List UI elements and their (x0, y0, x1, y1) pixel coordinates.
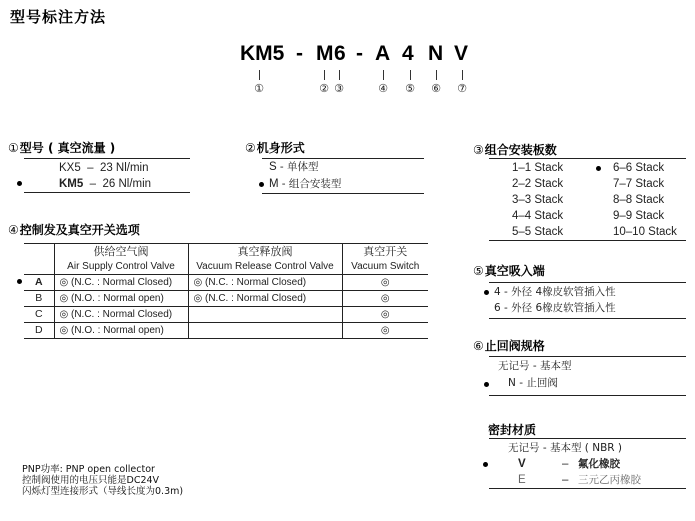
stack-option: 1–1 Stack (512, 162, 564, 174)
marker-2: ② (319, 82, 329, 95)
leader-line (436, 70, 437, 80)
vacuum-switch-cell: ◎ (342, 291, 428, 307)
vacuum-switch-cell: ◎ (342, 307, 428, 323)
leader-line (324, 70, 325, 80)
option-label: B (24, 291, 54, 307)
divider (489, 318, 686, 319)
vacuum-release-cell: ◎ (N.C. : Normal Closed) (188, 275, 342, 291)
section-title: ③组合安装板数 (473, 143, 557, 157)
section-title: 密封材质 (488, 423, 537, 437)
air-supply-cell: ◎ (N.O. : Normal open) (54, 291, 188, 307)
code-dash: - (296, 42, 303, 65)
marker-5: ⑤ (405, 82, 415, 95)
note: PNP功率: PNP open collector (22, 464, 155, 475)
stack-option: 4–4 Stack (512, 210, 564, 222)
divider (489, 395, 686, 396)
air-supply-cell: ◎ (N.C. : Normal Closed) (54, 275, 188, 291)
marker-6: ⑥ (431, 82, 441, 95)
option-row-selected: V (518, 458, 526, 470)
section-title: ②机身形式 (245, 141, 305, 155)
selected-bullet-icon (17, 181, 22, 186)
section-title: ①型号 ( 真空流量 ) (8, 141, 116, 155)
stack-option: 9–9 Stack (613, 210, 665, 222)
option-row: S - 单体型 (269, 161, 319, 173)
marker-7: ⑦ (457, 82, 467, 95)
stack-option-selected: 6–6 Stack (613, 162, 665, 174)
option-row: KX5 – 23 Nl/min (59, 162, 149, 174)
divider (489, 488, 686, 489)
option-row-selected: 4 - 外径 4橡皮软管插入性 (494, 286, 616, 298)
note: 控制阀使用的电压只能是DC24V (22, 475, 160, 486)
option-dash: – (562, 474, 569, 486)
leader-line (339, 70, 340, 80)
vacuum-switch-cell: ◎ (342, 323, 428, 339)
note: 闪烁灯型连接形式（导线长度为0.3m) (22, 486, 184, 497)
section-title: ⑤真空吸入端 (473, 264, 545, 278)
selected-bullet-icon (259, 182, 264, 187)
stack-option: 2–2 Stack (512, 178, 564, 190)
selected-bullet-icon (596, 166, 601, 171)
option-dash: – (562, 458, 569, 470)
divider (489, 240, 686, 241)
code-dash: - (356, 42, 363, 65)
selected-bullet-icon (484, 382, 489, 387)
code-port: 4 (402, 42, 414, 65)
code-stack: 6 (334, 42, 346, 65)
option-row: 6 - 外径 6橡皮软管插入性 (494, 302, 616, 314)
option-desc: 三元乙丙橡胶 (578, 474, 641, 486)
marker-4: ④ (378, 82, 388, 95)
divider (489, 356, 686, 357)
option-row-selected: KM5 – 26 Nl/min (59, 178, 152, 190)
divider (489, 282, 686, 283)
code-seal: V (454, 42, 469, 65)
code-option: A (375, 42, 391, 65)
stack-option: 3–3 Stack (512, 194, 564, 206)
valve-options-table (24, 243, 428, 339)
selected-bullet-icon (484, 290, 489, 295)
divider (24, 192, 190, 193)
leader-line (410, 70, 411, 80)
section-title: ④控制发及真空开关选项 (8, 223, 140, 237)
option-row: 无记号 - 基本型 ( NBR ) (508, 442, 623, 454)
section-title: ⑥止回阀规格 (473, 339, 545, 353)
stack-option: 10–10 Stack (613, 226, 677, 238)
option-row: E (518, 474, 526, 486)
divider (489, 438, 686, 439)
header-air-supply: 供给空气阀 Air Supply Control Valve (54, 244, 188, 275)
table-row (24, 275, 428, 291)
code-body: M (316, 42, 334, 65)
option-label: A (24, 275, 54, 291)
code-series: KM5 (240, 42, 285, 65)
page-title: 型号标注方法 (10, 8, 107, 26)
leader-line (462, 70, 463, 80)
divider (24, 158, 190, 159)
leader-line (383, 70, 384, 80)
option-desc: 氟化橡胶 (578, 458, 620, 470)
table-row (24, 307, 428, 323)
table-header-row (24, 244, 428, 275)
selected-bullet-icon (17, 279, 22, 284)
stack-option: 7–7 Stack (613, 178, 665, 190)
code-check: N (428, 42, 444, 65)
stack-option: 5–5 Stack (512, 226, 564, 238)
divider (489, 158, 686, 159)
option-row: 无记号 - 基本型 (498, 360, 572, 372)
air-supply-cell: ◎ (N.O. : Normal open) (54, 323, 188, 339)
marker-1: ① (254, 82, 264, 95)
vacuum-switch-cell: ◎ (342, 275, 428, 291)
option-label: C (24, 307, 54, 323)
marker-3: ③ (334, 82, 344, 95)
air-supply-cell: ◎ (N.C. : Normal Closed) (54, 307, 188, 323)
header-vacuum-release: 真空释放阀 Vacuum Release Control Valve (188, 244, 342, 275)
option-label: D (24, 323, 54, 339)
vacuum-release-cell: ◎ (N.C. : Normal Closed) (188, 291, 342, 307)
selected-bullet-icon (483, 462, 488, 467)
option-row-selected: N - 止回阀 (508, 377, 558, 389)
divider (262, 193, 424, 194)
stack-option: 8–8 Stack (613, 194, 665, 206)
leader-line (259, 70, 260, 80)
vacuum-release-cell (188, 307, 342, 323)
vacuum-release-cell (188, 323, 342, 339)
header-vacuum-switch: 真空开关 Vacuum Switch (342, 244, 428, 275)
header-cell (24, 244, 54, 275)
option-row-selected: M - 组合安装型 (269, 178, 342, 190)
table-row (24, 323, 428, 339)
table-row (24, 291, 428, 307)
